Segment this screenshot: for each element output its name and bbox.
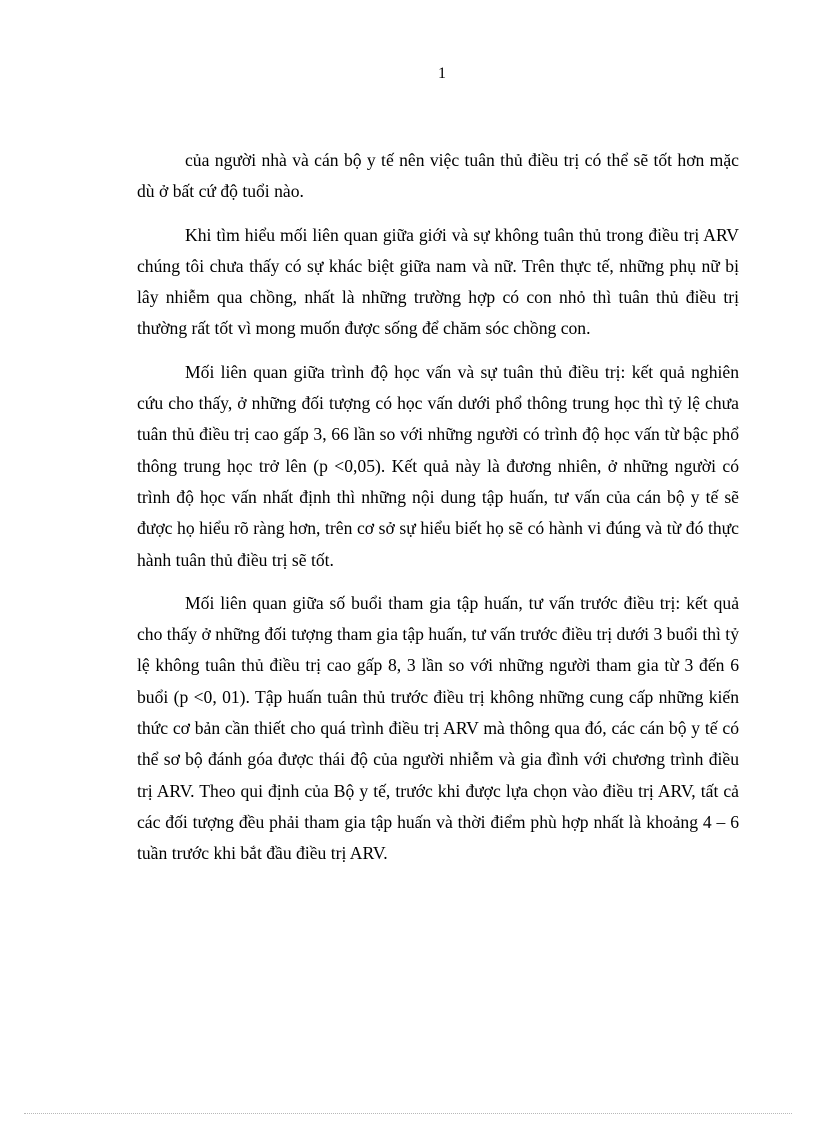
body-text [137,145,739,882]
paragraph-training-sessions-adherence: Mối liên quan giữa số buổi tham gia tập huấn, tư vấn trước điều trị: kết quả cho thấy ở những đối tượng tham gia tập huấn, tư vấn trước điều trị dưới 3 buổi thì tỷ lệ không tuân thủ điều trị cao gấp 8, 3 lần so với những người tham gia từ 3 đến 6 buổi (p <0, 01). Tập huấn tuân thủ trước điều trị không những cung cấp những kiến thức cơ bản cần thiết cho quá trình điều trị ARV mà thông qua đó, các cán bộ y tế có thể sơ bộ đánh góa được thái độ của người nhiễm và gia đình với chương trình điều trị ARV. Theo qui định của Bộ y tế, trước khi được lựa chọn vào điều trị ARV, tất cả các đối tượng đều phải tham gia tập huấn và thời điểm phù hợp nhất là khoảng 4 – 6 tuần trước khi bắt đầu điều trị ARV. [137,592,739,864]
paragraph-education-adherence: Mối liên quan giữa trình độ học vấn và sự tuân thủ điều trị: kết quả nghiên cứu cho thấy, ở những đối tượng có học vấn dưới phổ thông trung học thì tỷ lệ chưa tuân thủ điều trị cao gấp 3, 66 lần so với những người có trình độ học vấn từ bậc phổ thông trung học trở lên (p <0,05). Kết quả này là đương nhiên, ở những người có trình độ học vấn nhất định thì những nội dung tập huấn, tư vấn của cán bộ y tế sẽ được họ hiểu rõ ràng hơn, trên cơ sở sự hiểu biết họ sẽ có hành vi đúng và từ đó thực hành tuân thủ điều trị sẽ tốt. [137,361,739,570]
paragraph-continuation-text: của người nhà và cán bộ y tế nên việc tuân thủ điều trị có thể sẽ tốt hơn mặc dù ở bất cứ độ tuổi nào. [137,150,739,202]
page-number: 1 [438,65,446,82]
paragraph-continuation [137,145,739,208]
paragraph-gender-adherence: Khi tìm hiểu mối liên quan giữa giới và sự không tuân thủ trong điều trị ARV chúng tôi chưa thấy có sự khác biệt giữa nam và nữ. Trên thực tế, những phụ nữ bị lây nhiễm qua chồng, nhất là những trường hợp có con nhỏ thì tuân thủ điều trị thường rất tốt vì mong muốn được sống để chăm sóc chồng con. [137,224,739,339]
footer-dotted-rule [24,1113,792,1114]
